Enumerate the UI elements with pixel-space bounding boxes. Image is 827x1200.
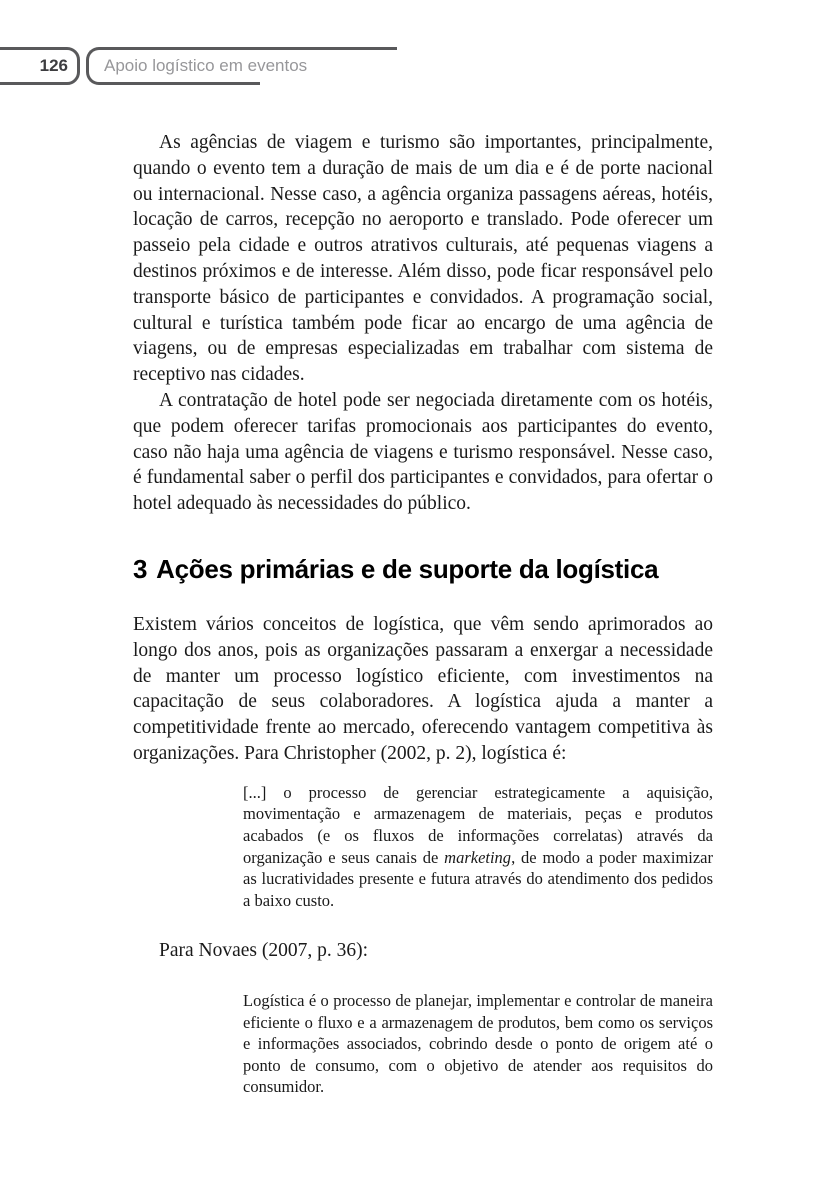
page-content xyxy=(133,130,713,1098)
section-title: Ações primárias e de suporte da logística xyxy=(156,553,659,584)
blockquote-christopher xyxy=(243,782,713,912)
page-number: 126 xyxy=(39,56,68,75)
section-number: 3 xyxy=(133,553,148,584)
blockquote-novaes: Logística é o processo de planejar, implementar e controlar de maneira eficiente o fluxo e a armazenagem de produtos, bem como os serviços e informações associados, cobrindo desde o ponto de origem até o ponto de consumo, com o objetivo de atender aos requisitos do consumidor. xyxy=(243,991,713,1097)
quote-christopher-pre: [...] o processo de gerenciar estrategicamente a aquisição, movimentação e armazenagem de materiais, peças e produtos acabados (e os fluxos de informações correlatas) através da organização e seus canais de xyxy=(243,782,713,867)
page-number-badge xyxy=(0,47,80,85)
body-paragraph-2: A contratação de hotel pode ser negociada diretamente com os hotéis, que podem oferecer tarifas promocionais aos participantes do evento, caso não haja uma agência de viagens e turismo responsável. Nesse caso, é fundamental saber o perfil dos participantes e convidados, para ofertar o hotel adequado às necessidades do público. xyxy=(133,389,713,515)
body-paragraph-4: Para Novaes (2007, p. 36): xyxy=(159,940,369,962)
chapter-tab xyxy=(86,47,308,85)
body-paragraph-1: As agências de viagem e turismo são importantes, principalmente, quando o evento tem a duração de mais de um dia e é de porte nacional ou internacional. Nesse caso, a agência organiza passagens aéreas, hotéis, locação de carros, recepção no aeroporto e translado. Pode oferecer um passeio pela cidade e outros atrativos culturais, até pequenas viagens a destinos próximos e de interesse. Além disso, pode ficar responsável pelo transporte básico de participantes e convidados. A programação social, cultural e turística também pode ficar ao encargo de uma agência de viagens, ou de empresas especializadas em trabalhar com sistema de receptivo nas cidades. xyxy=(133,132,713,386)
body-paragraph-3: Existem vários conceitos de logística, que vêm sendo aprimorados ao longo dos anos, pois as organizações passaram a enxergar a necessidade de manter um processo logístico eficiente, com investimentos na capacitação de seus colaboradores. A logística ajuda a manter a competitividade frente ao mercado, oferecendo vantagem competitiva às organizações. Para Christopher (2002, p. 2), logística é: xyxy=(133,613,713,764)
header-rule xyxy=(260,47,397,50)
section-heading xyxy=(133,554,713,585)
running-title: Apoio logístico em eventos xyxy=(104,56,308,75)
quote-christopher-post: , de modo a poder maximizar as lucratividades presente e futura através do atendimento dos pedidos a baixo custo. xyxy=(243,847,713,910)
quote-christopher-italic-term: marketing xyxy=(444,847,512,867)
